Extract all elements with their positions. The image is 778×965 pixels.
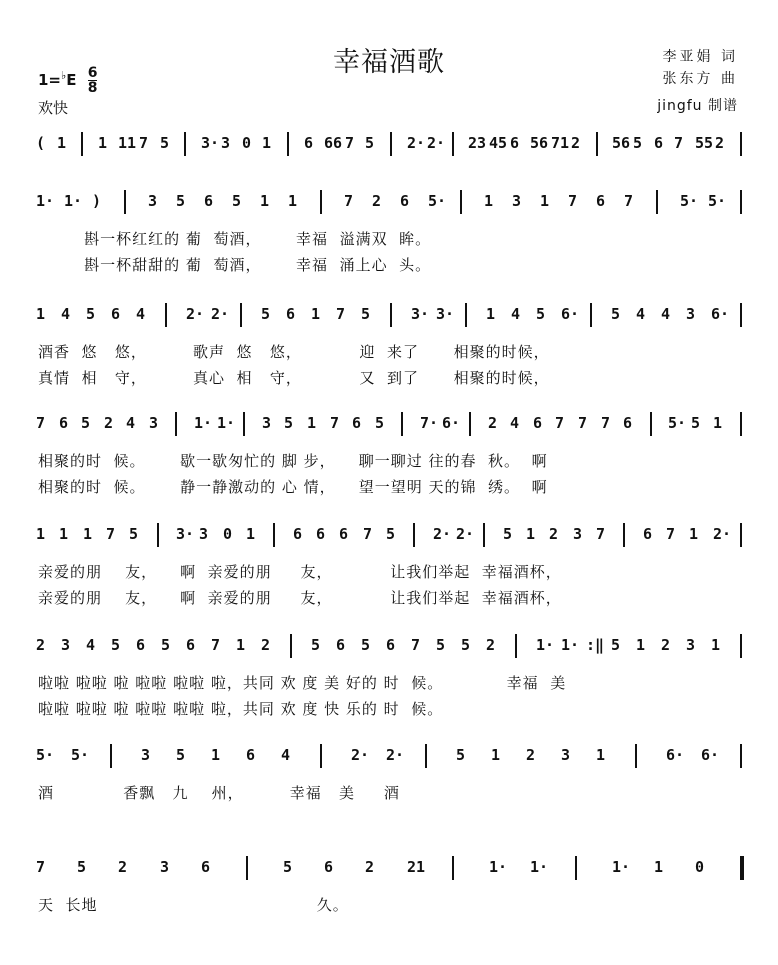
note: 5 [361, 305, 371, 323]
bar-line [740, 523, 742, 547]
note: 6· [561, 305, 580, 323]
note: 5 [81, 414, 91, 432]
note: 2· [713, 525, 732, 543]
note: 6 [186, 636, 196, 654]
note: 6 [339, 525, 349, 543]
note: 5 [461, 636, 471, 654]
note: 1· [194, 414, 213, 432]
note: 6 [316, 525, 326, 543]
note: 1· [612, 858, 631, 876]
note: 4 [510, 414, 520, 432]
note: 2· [186, 305, 205, 323]
note: 4 [61, 305, 71, 323]
note: 6 [386, 636, 396, 654]
note: 1 [262, 134, 272, 152]
note: 2 [365, 858, 375, 876]
time-numerator: 6 [87, 65, 98, 81]
bar-line [515, 634, 517, 658]
note: 1· [561, 636, 580, 654]
bar-line [623, 523, 625, 547]
bar-line [596, 132, 598, 156]
bar-line [635, 744, 637, 768]
arranger-credit: jingfu 制谱 [657, 98, 738, 114]
bar-line [390, 303, 392, 327]
note: 5 [129, 525, 139, 543]
composer-credit: 张东方 曲 [662, 71, 738, 87]
note: 5· [668, 414, 687, 432]
note: 5 [161, 636, 171, 654]
bar-line [110, 744, 112, 768]
key-prefix: 1= [38, 71, 62, 89]
lyric-line: 斟一杯红红的 葡 萄酒， 幸福 溢满双 眸。 [38, 230, 432, 248]
lyricist-credit: 李亚娟 词 [662, 49, 738, 65]
note: 7 [36, 414, 46, 432]
note: 7 [345, 134, 355, 152]
note: 2· [427, 134, 446, 152]
lyric-line: 啦啦 啦啦 啦 啦啦 啦啦 啦，共同 欢 度 快 乐的 时 候。 [38, 700, 444, 718]
note: 2 [526, 746, 536, 764]
time-signature [88, 66, 98, 95]
note: 3 [262, 414, 272, 432]
note: 2· [386, 746, 405, 764]
note: 3 [561, 746, 571, 764]
bar-line [157, 523, 159, 547]
note: 6· [442, 414, 461, 432]
note: 5 [503, 525, 513, 543]
note: 7 [363, 525, 373, 543]
note: 6 [510, 134, 520, 152]
note: 6 [293, 525, 303, 543]
note: 6 [201, 858, 211, 876]
note: 1 [246, 525, 256, 543]
bar-line [124, 190, 126, 214]
note: 2 [36, 636, 46, 654]
note: 6 [352, 414, 362, 432]
note: 1 [36, 305, 46, 323]
bar-line [590, 303, 592, 327]
note: 1· [536, 636, 555, 654]
note: 7 [211, 636, 221, 654]
note: 5· [71, 746, 90, 764]
key-signature [38, 66, 97, 95]
note: 2· [456, 525, 475, 543]
note: 7 [36, 858, 46, 876]
note: 7 [344, 192, 354, 210]
note: 1 [288, 192, 298, 210]
note: 2 [118, 858, 128, 876]
note: 1· [489, 858, 508, 876]
note: 5· [428, 192, 447, 210]
note: 1 [491, 746, 501, 764]
bar-line [740, 634, 742, 658]
note: 4 [636, 305, 646, 323]
note: 3 [141, 746, 151, 764]
note: 5 [361, 636, 371, 654]
note: 7 [674, 134, 684, 152]
note: 2 [261, 636, 271, 654]
note: 5 [375, 414, 385, 432]
note: 7 [336, 305, 346, 323]
note: 7 [601, 414, 611, 432]
bar-line [740, 303, 742, 327]
note: 3 [148, 192, 158, 210]
note: 6 [204, 192, 214, 210]
note: 71 [551, 134, 570, 152]
lyric-line: 斟一杯甜甜的 葡 萄酒， 幸福 涌上心 头。 [38, 256, 432, 274]
bar-line [469, 412, 471, 436]
note: 1 [59, 525, 69, 543]
lyric-line: 相聚的时 候。 歇一歇匆忙的 脚 步， 聊一聊过 往的春 秋。 啊 [38, 452, 548, 470]
note: 4 [281, 746, 291, 764]
note: 7 [330, 414, 340, 432]
bar-line [460, 190, 462, 214]
lyric-line: 亲爱的朋 友， 啊 亲爱的朋 友， 让我们举起 幸福酒杯， [38, 563, 562, 581]
note: 7· [420, 414, 439, 432]
note: 5 [456, 746, 466, 764]
note: 6 [304, 134, 314, 152]
note: 5 [86, 305, 96, 323]
note: 6 [324, 858, 334, 876]
note: 7 [139, 134, 149, 152]
bar-line [656, 190, 658, 214]
lyric-line: 相聚的时 候。 静一静激动的 心 情， 望一望明 天的锦 绣。 啊 [38, 478, 548, 496]
note: 3· [411, 305, 430, 323]
note: 5 [691, 414, 701, 432]
bar-line [452, 132, 454, 156]
bar-line [390, 132, 392, 156]
bar-line [243, 412, 245, 436]
note: 45 [489, 134, 508, 152]
note: 0 [223, 525, 233, 543]
note: 5 [232, 192, 242, 210]
note: 5 [611, 636, 621, 654]
note: 3 [61, 636, 71, 654]
note: 5 [176, 746, 186, 764]
note: ( [36, 134, 46, 152]
bar-line [740, 856, 744, 880]
note: 6 [336, 636, 346, 654]
note: 1 [540, 192, 550, 210]
bar-line [740, 744, 742, 768]
time-denominator: 8 [87, 80, 98, 96]
note: 3 [149, 414, 159, 432]
bar-line [320, 190, 322, 214]
note: 3· [176, 525, 195, 543]
bar-line [273, 523, 275, 547]
lyric-line: 真情 相 守， 真心 相 守， 又 到了 相聚的时候， [38, 369, 550, 387]
note: ) [92, 192, 102, 210]
note: 2 [571, 134, 581, 152]
note: 5 [436, 636, 446, 654]
note: 1 [36, 525, 46, 543]
note: 2· [211, 305, 230, 323]
note: 6 [533, 414, 543, 432]
note: 3 [160, 858, 170, 876]
note: 1 [689, 525, 699, 543]
lyric-line: 亲爱的朋 友， 啊 亲爱的朋 友， 让我们举起 幸福酒杯， [38, 589, 562, 607]
lyric-line: 啦啦 啦啦 啦 啦啦 啦啦 啦，共同 欢 度 美 好的 时 候。 幸福 美 [38, 674, 567, 692]
note: 5· [680, 192, 699, 210]
note: 1 [654, 858, 664, 876]
note: 7 [411, 636, 421, 654]
note: 1 [57, 134, 67, 152]
note: 2 [715, 134, 725, 152]
note: 21 [407, 858, 426, 876]
note: 56 [530, 134, 549, 152]
note: 1 [636, 636, 646, 654]
bar-line [320, 744, 322, 768]
note: 66 [324, 134, 343, 152]
note: 2 [486, 636, 496, 654]
note: 6 [246, 746, 256, 764]
note: 6· [666, 746, 685, 764]
song-title: 幸福酒歌 [333, 47, 445, 78]
tempo-marking: 欢快 [38, 99, 69, 117]
note: 3 [686, 305, 696, 323]
note: 6 [654, 134, 664, 152]
note: 1 [98, 134, 108, 152]
note: 1· [530, 858, 549, 876]
note: 1 [307, 414, 317, 432]
note: 0 [242, 134, 252, 152]
note: 2 [372, 192, 382, 210]
note: 6· [701, 746, 720, 764]
bar-line [452, 856, 454, 880]
note: 3· [201, 134, 220, 152]
note: 5· [36, 746, 55, 764]
bar-line [740, 132, 742, 156]
note: 7 [624, 192, 634, 210]
bar-line [465, 303, 467, 327]
note: 6 [286, 305, 296, 323]
lyric-line: 酒 香飘 九 州， 幸福 美 酒 [38, 784, 400, 802]
note: 5 [261, 305, 271, 323]
note: 4 [86, 636, 96, 654]
note: 5 [176, 192, 186, 210]
note: 55 [695, 134, 714, 152]
note: 2· [351, 746, 370, 764]
bar-line [165, 303, 167, 327]
note: 5 [284, 414, 294, 432]
note: 6· [711, 305, 730, 323]
note: 3 [573, 525, 583, 543]
note: 1 [713, 414, 723, 432]
note: 1 [83, 525, 93, 543]
lyric-line: 天 长地 久。 [38, 896, 349, 914]
note: :‖ [586, 636, 605, 654]
note: 6 [596, 192, 606, 210]
bar-line [246, 856, 248, 880]
note: 1 [596, 746, 606, 764]
note: 2· [407, 134, 426, 152]
note: 56 [612, 134, 631, 152]
note: 5 [633, 134, 643, 152]
note: 6 [400, 192, 410, 210]
note: 5 [111, 636, 121, 654]
key-note: E [66, 71, 77, 89]
note: 5 [283, 858, 293, 876]
bar-line [175, 412, 177, 436]
bar-line [425, 744, 427, 768]
note: 7 [596, 525, 606, 543]
note: 2 [549, 525, 559, 543]
bar-line [290, 634, 292, 658]
note: 6 [111, 305, 121, 323]
note: 1 [236, 636, 246, 654]
bar-line [575, 856, 577, 880]
note: 5 [611, 305, 621, 323]
bar-line [401, 412, 403, 436]
note: 6 [136, 636, 146, 654]
note: 1 [260, 192, 270, 210]
note: 1 [311, 305, 321, 323]
note: 4 [511, 305, 521, 323]
note: 1 [211, 746, 221, 764]
note: 11 [118, 134, 137, 152]
note: 5 [365, 134, 375, 152]
lyric-line: 酒香 悠 悠， 歌声 悠 悠， 迎 来了 相聚的时候， [38, 343, 550, 361]
note: 2· [433, 525, 452, 543]
note: 6 [59, 414, 69, 432]
bar-line [483, 523, 485, 547]
note: 3 [512, 192, 522, 210]
note: 1 [711, 636, 721, 654]
note: 4 [126, 414, 136, 432]
bar-line [81, 132, 83, 156]
note: 1 [484, 192, 494, 210]
note: 6 [623, 414, 633, 432]
bar-line [740, 190, 742, 214]
bar-line [650, 412, 652, 436]
note: 5· [708, 192, 727, 210]
bar-line [287, 132, 289, 156]
bar-line [413, 523, 415, 547]
note: 3 [199, 525, 209, 543]
note: 0 [695, 858, 705, 876]
note: 7 [568, 192, 578, 210]
note: 23 [468, 134, 487, 152]
note: 7 [666, 525, 676, 543]
note: 1· [64, 192, 83, 210]
note: 5 [536, 305, 546, 323]
note: 6 [643, 525, 653, 543]
note: 7 [106, 525, 116, 543]
flat-sign: ♭ [61, 69, 67, 82]
note: 7 [578, 414, 588, 432]
note: 3· [436, 305, 455, 323]
note: 1· [36, 192, 55, 210]
note: 5 [386, 525, 396, 543]
note: 3 [686, 636, 696, 654]
note: 5 [160, 134, 170, 152]
note: 1 [486, 305, 496, 323]
bar-line [240, 303, 242, 327]
note: 5 [311, 636, 321, 654]
note: 2 [104, 414, 114, 432]
note: 3 [221, 134, 231, 152]
bar-line [184, 132, 186, 156]
note: 2 [488, 414, 498, 432]
note: 1· [217, 414, 236, 432]
note: 4 [661, 305, 671, 323]
bar-line [740, 412, 742, 436]
note: 1 [526, 525, 536, 543]
note: 2 [661, 636, 671, 654]
note: 4 [136, 305, 146, 323]
note: 7 [555, 414, 565, 432]
note: 5 [77, 858, 87, 876]
